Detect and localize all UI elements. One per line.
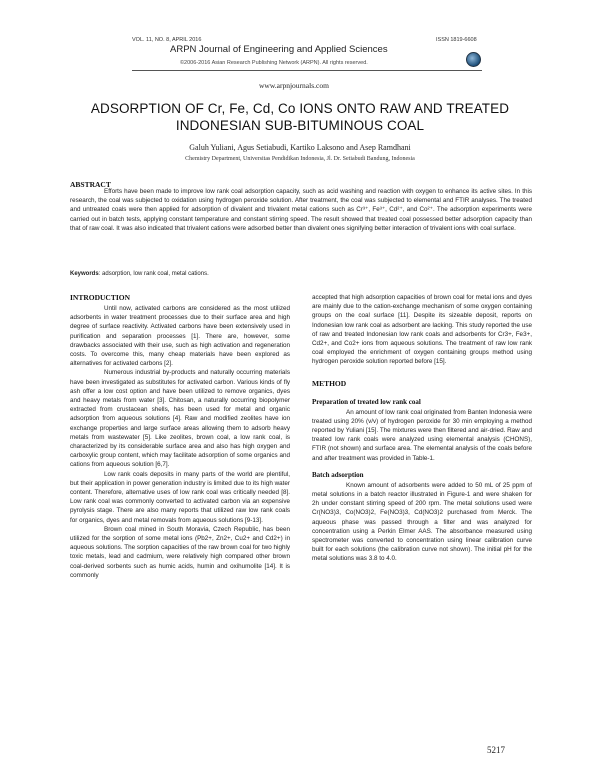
intro-paragraph-2: Numerous industrial by-products and naturally occurring materials have been investigated as substitutes for activated carbon. Various kinds of fly ash offer a low cost option and have been utilized to remove organics, dyes and heavy metals from water [3]. Chitosan, a naturally occurring biopolymer extracted from crustacean shells, has been used for metal and organic adsorption from aqueous solutions [4]. Raw and modified zeolites have ion exchange properties and large surface areas allowing them to adsorb heavy metals from wastewater [5]. Like zeolites, brown coal, a low rank coal, is characterized by its considerable surface area and also has high oxygen and carboxylic group content, which may facilitate adsorption of some organics and cations from aqueous solution [6,7]. (70, 369, 290, 469)
keywords (70, 271, 209, 277)
keywords-label: Keywords (70, 271, 99, 277)
header-rule (132, 70, 482, 71)
intro-paragraph-3: Low rank coals deposits in many parts of the world are plentiful, but their application in power generation industry is limited due to its high water content. Therefore, alternative uses of low rank coal was critically needed [8]. Low rank coal was commonly converted to activated carbon via an expensive pyrolysis stage. There are also many reports that utilized raw low rank coals for organics, dyes and metal removals from aqueous solutions [9-13]. (70, 470, 290, 524)
journal-url[interactable]: www.arpnjournals.com (259, 81, 329, 90)
intro-paragraph-4: Brown coal mined in South Moravia, Czech Republic, has been utilized for the sorption of some metal ions (Pb2+, Zn2+, Cu2+ and Cd2+) in aqueous solutions. The sorption capacities of the raw brown coal for two highly toxic metals, lead and cadmium, were relatively high compared other brown coal-derived sorbents such as humic acids, humin and oxihumolite [14]. It is commonly (70, 525, 290, 579)
issn: ISSN 1819-6608 (436, 37, 477, 43)
authors: Galuh Yuliani, Agus Setiabudi, Kartiko Laksono and Asep Ramdhani (189, 143, 411, 152)
right-column (312, 293, 532, 564)
introduction-heading: INTRODUCTION (70, 293, 131, 302)
page-number: 5217 (487, 745, 505, 755)
arpn-logo-icon (466, 52, 481, 67)
intro-paragraph-5: accepted that high adsorption capacities of brown coal for metal ions and dyes are mainly due to the cation-exchange mechanism of some oxygen containing groups on the coal surface [11]. Despite its sizeable deposit, reports on Indonesian low rank coal as adsorbent are lacking. This study reported the use of raw and treated Indonesian low rank coals and adsorbents for Cr3+, Fe3+, Cd2+, and Co2+ ions from aqueous solutions. The treatment of raw low rank coal employed the enrichment of oxygen containing groups method using hydrogen peroxide solution reported before [15]. (312, 294, 532, 366)
preparation-text: An amount of low rank coal originated from Banten Indonesia were treated using 20% (v/v) of hydrogen peroxide for 30 min employing a method reported by Yuliani [15]. The mixtures were then filtered and air-dried. Raw and treated low rank coals were analyzed using elemental analysis (CHONS), FTIR (not shown) and surface area. The elemental analysis of the coals before and after treatment was provided in Table-1. (312, 408, 532, 462)
title-line-2: INDONESIAN SUB-BITUMINOUS COAL (175, 118, 425, 133)
batch-adsorption-heading: Batch adsorption (312, 470, 364, 479)
intro-paragraph-1: Until now, activated carbons are considered as the most utilized adsorbents in water treatment processes due to their surface area and high degree of surface reactivity. Activated carbons have been extensively used in purification and separation processes [1]. There are, however, some drawbacks associated with their use, such as high activation and regeneration costs. To overcome this, many cheap materials have been explored as alternatives for activated carbons [2]. (70, 305, 290, 368)
abstract-body (70, 187, 532, 233)
journal-name: ARPN Journal of Engineering and Applied Sciences (170, 44, 388, 55)
batch-adsorption-text: Known amount of adsorbents were added to 50 mL of 25 ppm of metal solutions in a batch reactor illustrated in Figure-1 and were shaken for 2h under constant stirring speed of 200 rpm. The metal solutions used were Cr(NO3)3, Co(NO3)2, Fe(NO3)3, Cd(NO3)2 purchased from Merck. The aqueous phase was passed through a filter and was analyzed for concentration using a Perkin Elmer AAS. The absorbance measured using spectrometer was converted to concentration using linear calibration curve built for each solutions (the calibration curve not shown). The initial pH for the metal solutions was 3.8 to 4.0. (312, 481, 532, 563)
method-heading: METHOD (312, 378, 347, 388)
preparation-heading: Preparation of treated low rank coal (312, 397, 421, 406)
volume-issue: VOL. 11, NO. 8, APRIL 2016 (132, 37, 202, 43)
affiliation: Chemistry Department, Universitas Pendidikan Indonesia, Jl. Dr. Setiabudi Bandung, Indonesia (185, 156, 415, 162)
left-column (70, 293, 290, 580)
abstract-heading: ABSTRACT (70, 180, 111, 189)
abstract-text: Efforts have been made to improve low rank coal adsorption capacity, such as acid washing and reaction with oxygen to enhance its active sites. In this research, the coal was subjected to oxidation using hydrogen peroxide solution. After treatment, the coal was subjected to elemental and FTIR analyses. The treated and untreated coals were then applied for adsorption of divalent and trivalent metal cations such as Cr³⁺, Fe³⁺, Cd²⁺, and Co²⁺. The adsorption experiments were carried out in batch tests, applying constant temperature and constant stirring speed. The result showed that treated coal possessed better adsorption capacity than that of raw coal. It was also indicated that trivalent cations were adsorbed better than divalent ones signifying better interaction of trivalent ions with coal surface. (70, 188, 532, 232)
article-title (40, 100, 560, 134)
keywords-list: : adsorption, low rank coal, metal cations. (98, 271, 209, 277)
title-line-1: ADSORPTION OF Cr, Fe, Cd, Co IONS ONTO RAW AND TREATED (90, 101, 510, 116)
copyright: ©2006-2016 Asian Research Publishing Network (ARPN). All rights reserved. (180, 60, 368, 66)
